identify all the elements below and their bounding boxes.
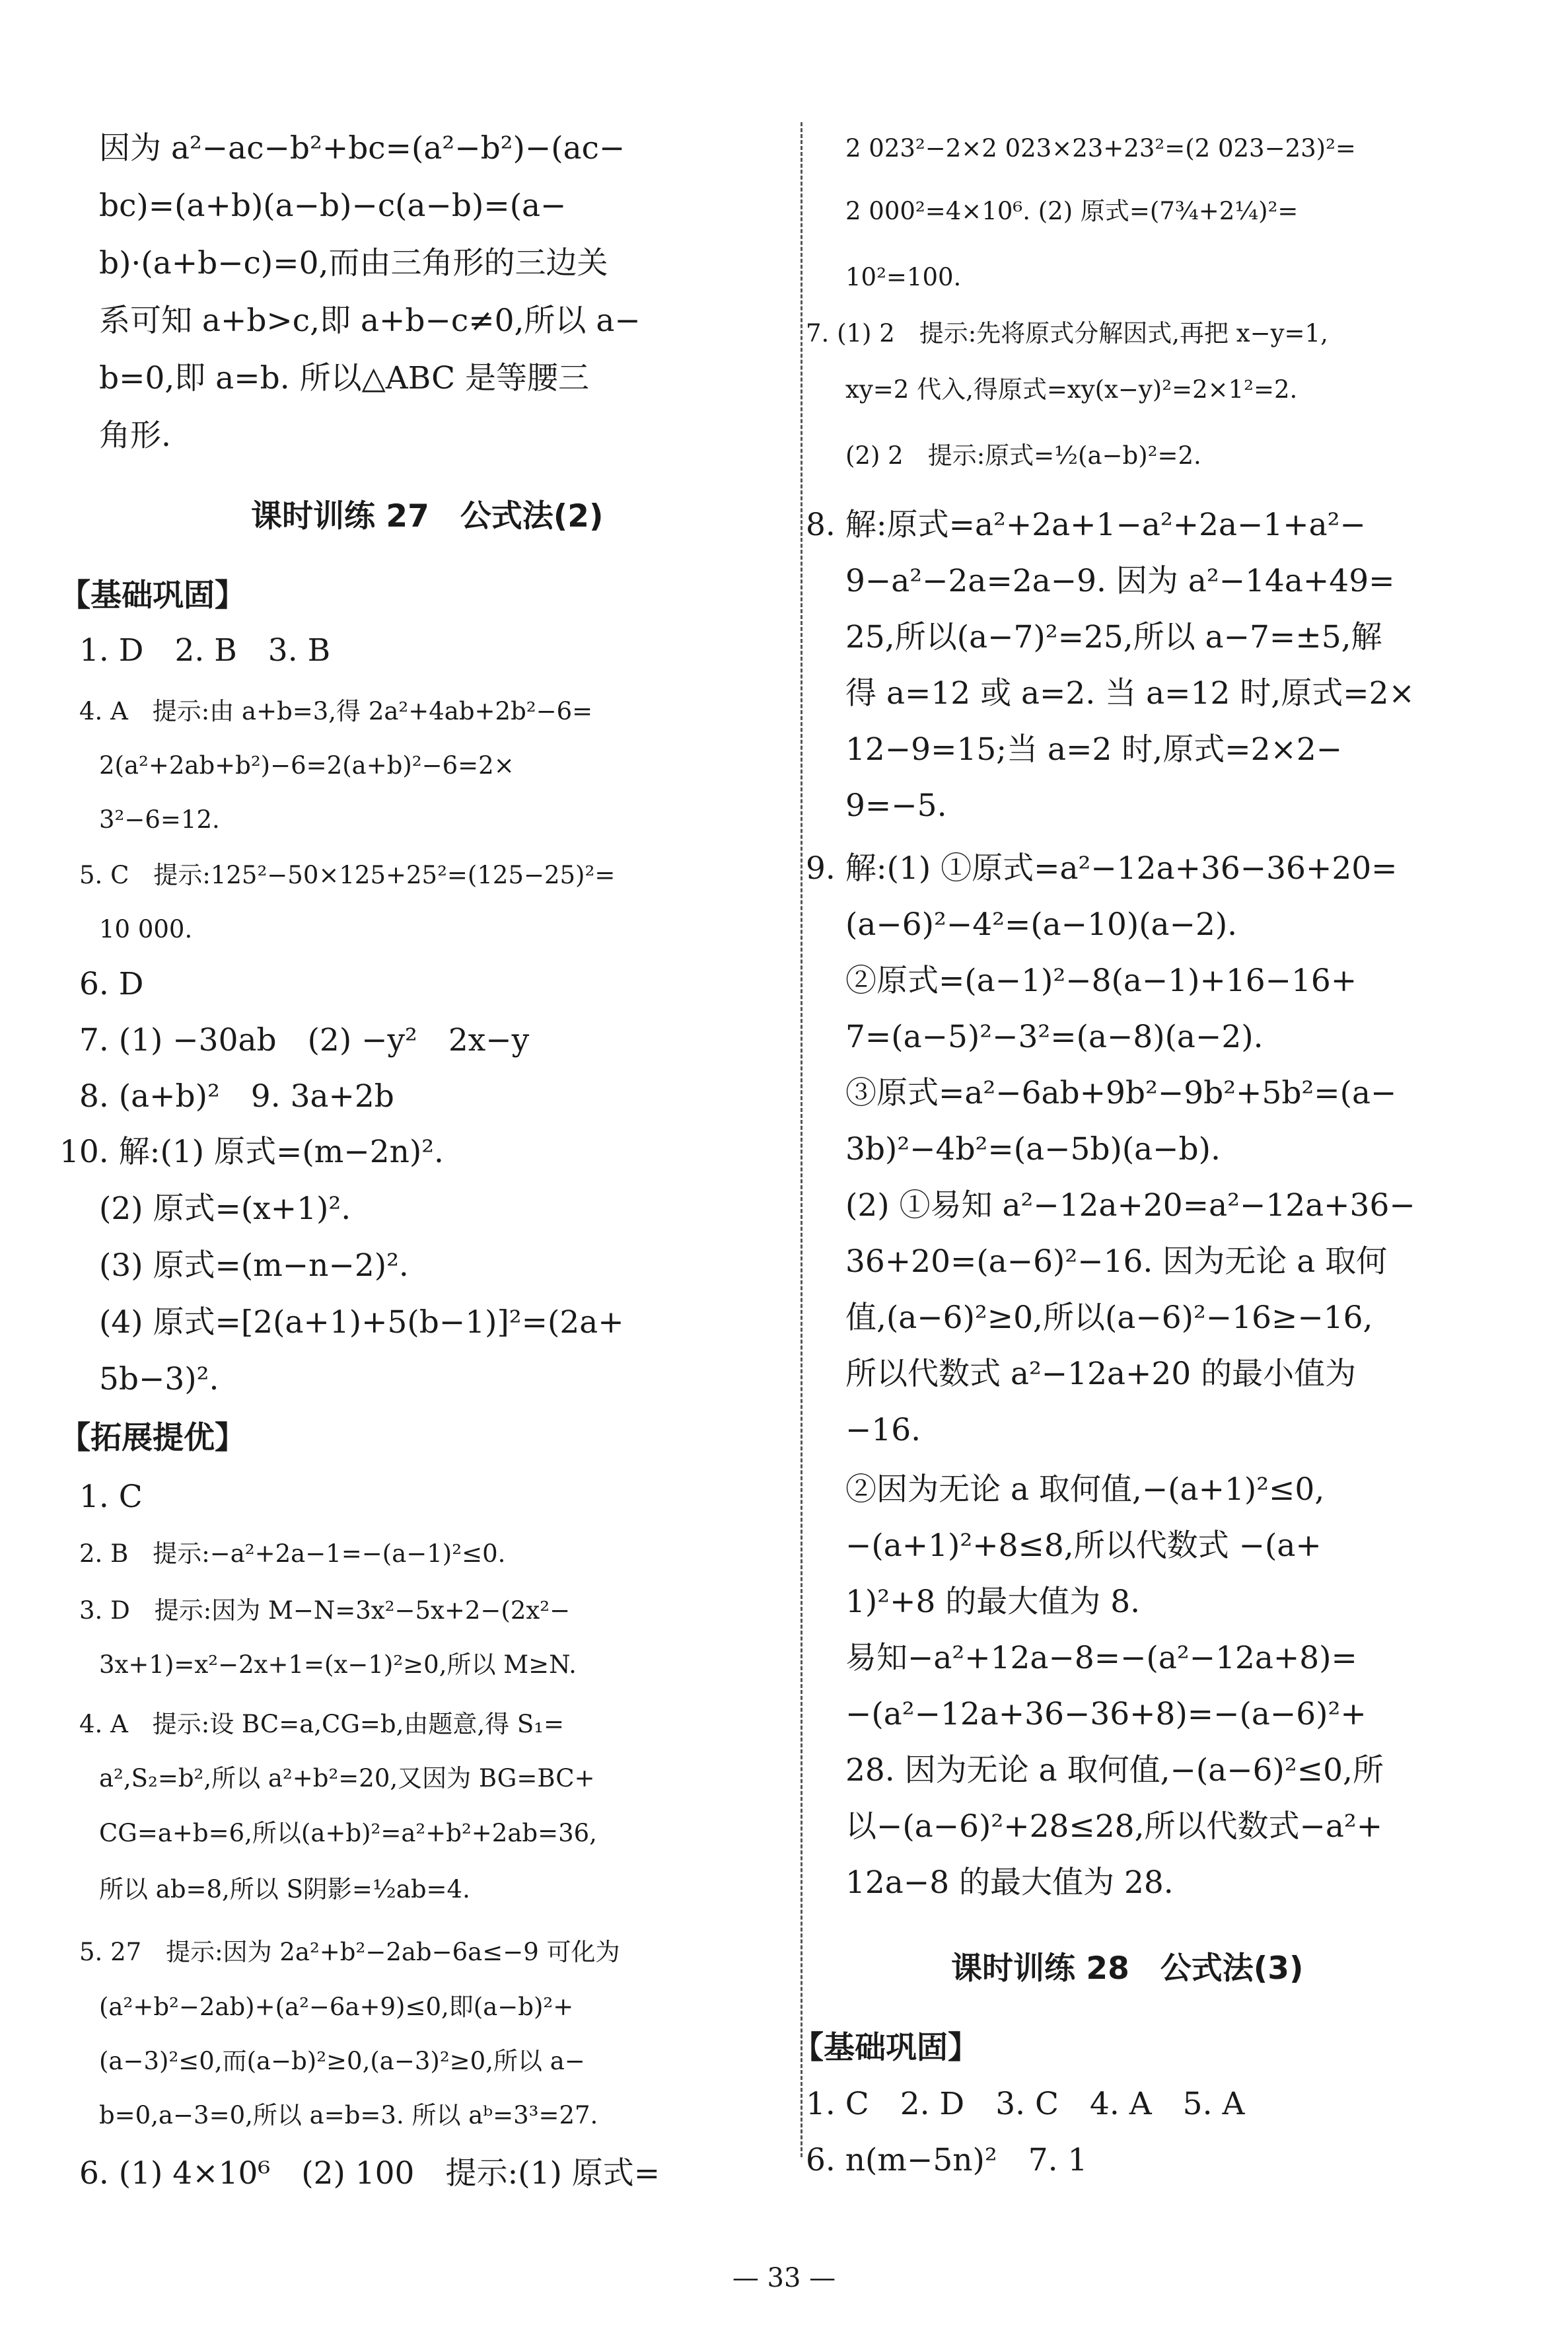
left-line-19: (2) 原式=(x+1)². <box>99 1191 351 1227</box>
left-line-17: 8. (a+b)² 9. 3a+2b <box>79 1078 394 1115</box>
right-line-27: 易知−a²+12a−8=−(a²−12a+8)= <box>845 1640 1357 1676</box>
left-line-2: bc)=(a+b)(a−b)−c(a−b)=(a− <box>99 188 567 224</box>
left-line-24: 1. C <box>79 1479 143 1515</box>
right-line-26: 1)²+8 的最大值为 8. <box>845 1584 1141 1620</box>
left-line-32: 5. 27 提示:因为 2a²+b²−2ab−6a≤−9 可化为 <box>79 1938 620 1966</box>
left-line-8: 【基础巩固】 <box>59 577 246 614</box>
left-line-34: (a−3)²≤0,而(a−b)²≥0,(a−3)²≥0,所以 a− <box>99 2047 585 2075</box>
left-line-35: b=0,a−3=0,所以 a=b=3. 所以 aᵇ=3³=27. <box>99 2101 598 2129</box>
right-line-22: 所以代数式 a²−12a+20 的最小值为 <box>845 1356 1357 1392</box>
right-line-13: 9. 解:(1) ①原式=a²−12a+36−36+20= <box>806 850 1398 887</box>
right-line-4: 7. (1) 2 提示:先将原式分解因式,再把 x−y=1, <box>806 319 1328 348</box>
left-line-9: 1. D 2. B 3. B <box>79 632 331 669</box>
right-line-35: 6. n(m−5n)² 7. 1 <box>806 2142 1088 2178</box>
left-line-5: b=0,即 a=b. 所以△ABC 是等腰三 <box>99 360 590 396</box>
right-line-18: 3b)²−4b²=(a−5b)(a−b). <box>845 1131 1221 1167</box>
right-line-31: 12a−8 的最大值为 28. <box>845 1864 1174 1901</box>
right-line-7: 8. 解:原式=a²+2a+1−a²+2a−1+a²− <box>806 507 1366 543</box>
left-line-20: (3) 原式=(m−n−2)². <box>99 1247 409 1284</box>
column-divider <box>801 122 802 2157</box>
left-line-18: 10. 解:(1) 原式=(m−2n)². <box>59 1134 444 1170</box>
left-line-30: CG=a+b=6,所以(a+b)²=a²+b²+2ab=36, <box>99 1819 597 1847</box>
left-line-13: 5. C 提示:125²−50×125+25²=(125−25)²= <box>79 861 616 889</box>
left-line-10: 4. A 提示:由 a+b=3,得 2a²+4ab+2b²−6= <box>79 697 593 725</box>
right-line-20: 36+20=(a−6)²−16. 因为无论 a 取何 <box>845 1243 1388 1280</box>
left-line-21: (4) 原式=[2(a+1)+5(b−1)]²=(2a+ <box>99 1304 624 1341</box>
left-line-33: (a²+b²−2ab)+(a²−6a+9)≤0,即(a−b)²+ <box>99 1993 574 2021</box>
right-line-12: 9=−5. <box>845 788 947 824</box>
right-line-14: (a−6)²−4²=(a−10)(a−2). <box>845 906 1238 943</box>
left-line-25: 2. B 提示:−a²+2a−1=−(a−1)²≤0. <box>79 1539 506 1568</box>
right-line-5: xy=2 代入,得原式=xy(x−y)²=2×1²=2. <box>845 375 1298 404</box>
left-line-15: 6. D <box>79 966 144 1002</box>
right-line-3: 10²=100. <box>845 263 962 291</box>
right-line-10: 得 a=12 或 a=2. 当 a=12 时,原式=2× <box>845 675 1415 712</box>
right-line-19: (2) ①易知 a²−12a+20=a²−12a+36− <box>845 1187 1415 1224</box>
right-line-8: 9−a²−2a=2a−9. 因为 a²−14a+49= <box>845 563 1395 599</box>
left-line-6: 角形. <box>99 418 171 454</box>
left-line-29: a²,S₂=b²,所以 a²+b²=20,又因为 BG=BC+ <box>99 1764 595 1792</box>
left-line-12: 3²−6=12. <box>99 805 220 834</box>
right-line-6: (2) 2 提示:原式=½(a−b)²=2. <box>845 441 1201 470</box>
right-line-17: ③原式=a²−6ab+9b²−9b²+5b²=(a− <box>845 1075 1397 1111</box>
right-line-29: 28. 因为无论 a 取何值,−(a−6)²≤0,所 <box>845 1752 1384 1789</box>
right-line-16: 7=(a−5)²−3²=(a−8)(a−2). <box>845 1019 1264 1055</box>
right-line-2: 2 000²=4×10⁶. (2) 原式=(7¾+2¼)²= <box>845 197 1299 225</box>
left-line-28: 4. A 提示:设 BC=a,CG=b,由题意,得 S₁= <box>79 1710 565 1738</box>
left-line-16: 7. (1) −30ab (2) −y² 2x−y <box>79 1022 530 1058</box>
right-line-33: 【基础巩固】 <box>793 2030 979 2066</box>
left-line-11: 2(a²+2ab+b²)−6=2(a+b)²−6=2× <box>99 751 515 780</box>
left-line-23: 【拓展提优】 <box>59 1420 246 1456</box>
right-line-24: ②因为无论 a 取何值,−(a+1)²≤0, <box>845 1471 1325 1508</box>
left-line-1: 因为 a²−ac−b²+bc=(a²−b²)−(ac− <box>99 130 625 166</box>
left-line-31: 所以 ab=8,所以 S阴影=½ab=4. <box>99 1875 470 1903</box>
right-line-1: 2 023²−2×2 023×23+23²=(2 023−23)²= <box>845 134 1356 163</box>
left-line-14: 10 000. <box>99 915 193 943</box>
right-line-30: 以−(a−6)²+28≤28,所以代数式−a²+ <box>845 1808 1383 1845</box>
right-line-28: −(a²−12a+36−36+8)=−(a−6)²+ <box>845 1696 1367 1732</box>
right-line-32: 课时训练 28 公式法(3) <box>951 1950 1304 1987</box>
left-line-3: b)·(a+b−c)=0,而由三角形的三边关 <box>99 245 608 281</box>
right-line-21: 值,(a−6)²≥0,所以(a−6)²−16≥−16, <box>845 1300 1373 1336</box>
left-line-7: 课时训练 27 公式法(2) <box>251 498 604 535</box>
right-line-15: ②原式=(a−1)²−8(a−1)+16−16+ <box>845 963 1357 999</box>
right-line-11: 12−9=15;当 a=2 时,原式=2×2− <box>845 731 1343 768</box>
left-line-27: 3x+1)=x²−2x+1=(x−1)²≥0,所以 M≥N. <box>99 1650 577 1679</box>
left-line-36: 6. (1) 4×10⁶ (2) 100 提示:(1) 原式= <box>79 2155 660 2192</box>
left-line-26: 3. D 提示:因为 M−N=3x²−5x+2−(2x²− <box>79 1596 571 1625</box>
right-line-25: −(a+1)²+8≤8,所以代数式 −(a+ <box>845 1528 1322 1564</box>
right-line-9: 25,所以(a−7)²=25,所以 a−7=±5,解 <box>845 619 1382 655</box>
left-line-22: 5b−3)². <box>99 1361 219 1397</box>
page-number: — 33 — <box>732 2263 836 2293</box>
left-line-4: 系可知 a+b>c,即 a+b−c≠0,所以 a− <box>99 303 641 339</box>
right-line-23: −16. <box>845 1412 921 1448</box>
right-line-34: 1. C 2. D 3. C 4. A 5. A <box>806 2086 1245 2122</box>
